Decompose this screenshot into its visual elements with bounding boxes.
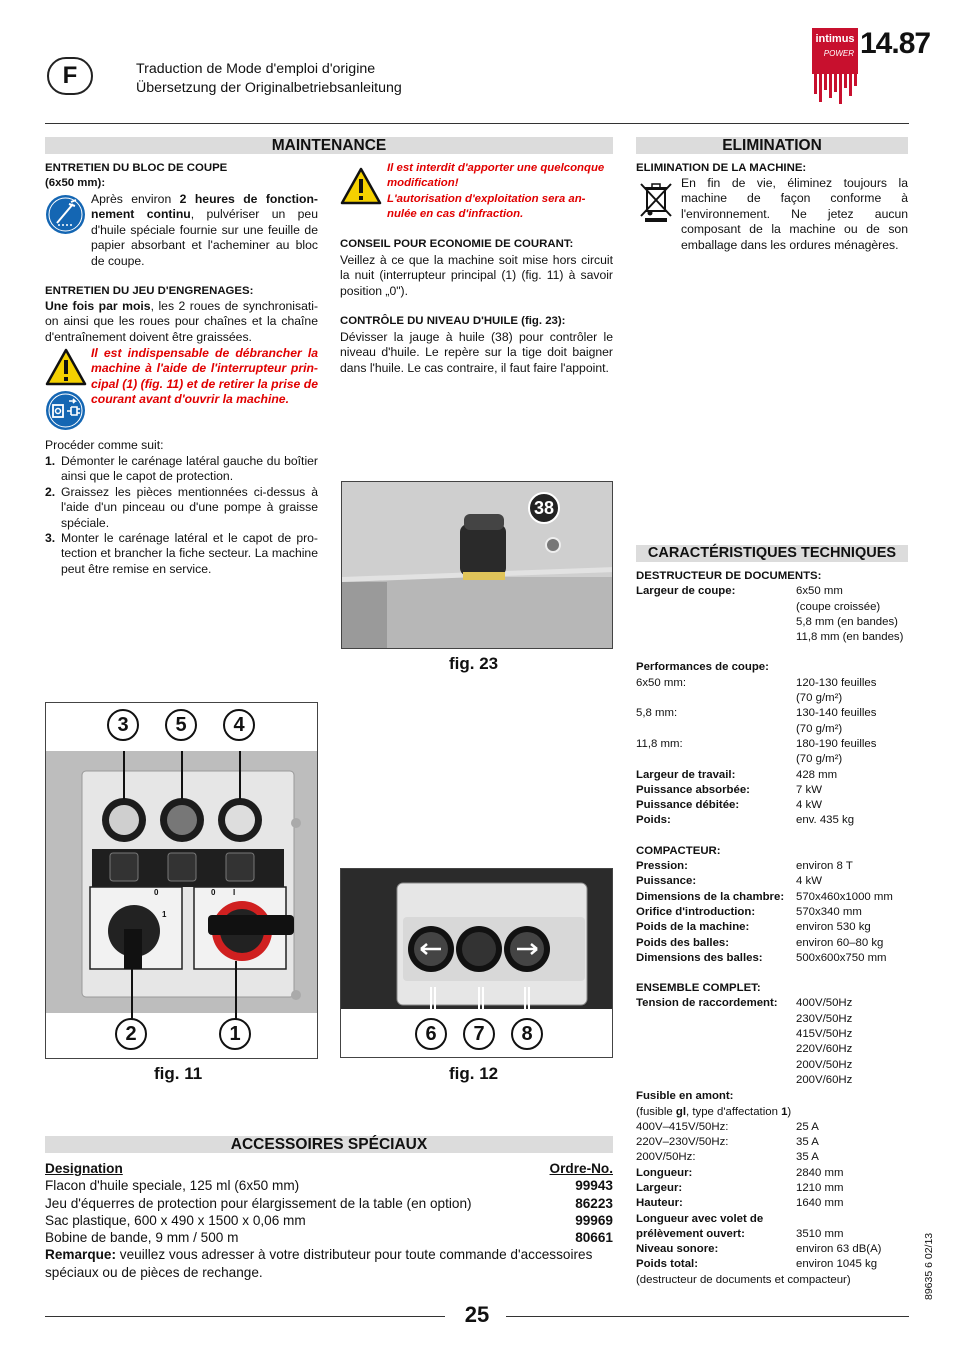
tech-value-line: (coupe croissée) — [796, 600, 881, 613]
footer-rule-right — [506, 1316, 909, 1317]
tech-row — [636, 859, 926, 874]
tech-key: 200V/50Hz: — [636, 1151, 696, 1164]
tech-key — [636, 645, 796, 660]
tech-key: Largeur: — [636, 1181, 683, 1194]
tech-row — [636, 890, 926, 905]
header-line-2: Übersetzung der Originalbetriebsanleitung — [136, 80, 402, 96]
tech-row — [636, 584, 926, 645]
tech-heading: CARACTÉRISTIQUES TECHNIQUES — [636, 545, 908, 562]
eco-title: CONSEIL POUR ECONOMIE DE COURANT: — [340, 238, 574, 250]
fig23-photo — [341, 481, 613, 649]
accessory-row — [45, 1212, 613, 1229]
tech-value: 1640 mm — [796, 1197, 844, 1210]
accessory-designation: Flacon d'huile speciale, 125 ml (6x50 mm) — [45, 1178, 300, 1194]
tech-value: 35 A — [796, 1151, 819, 1164]
tech-value-line: 4 kW — [796, 799, 822, 812]
tech-key: 220V–230V/50Hz: — [636, 1136, 729, 1149]
tech-value — [796, 737, 876, 768]
brand-sub: POWER — [823, 49, 854, 58]
model-number: 14.87 — [860, 27, 931, 60]
tech-row — [636, 905, 926, 920]
tech-value — [796, 676, 876, 707]
tech-rows-shredder — [636, 584, 926, 828]
elimination-heading: ELIMINATION — [636, 137, 908, 154]
tech-key: Hauteur: — [636, 1197, 683, 1210]
tech-key: Poids total: — [636, 1258, 699, 1271]
tech-row — [636, 706, 926, 737]
voltage-list — [796, 996, 852, 1088]
cut-title: ENTRETIEN DU BLOC DE COUPE — [45, 162, 228, 174]
language-badge: F — [47, 57, 93, 95]
voltage-value: 220V/60Hz — [796, 1043, 853, 1056]
tech-key: Puissance absorbée: — [636, 783, 750, 796]
header-divider — [45, 123, 909, 124]
callout-3: 3 — [107, 709, 139, 741]
tech-row — [636, 768, 926, 783]
tech-comp-heading: COMPACTEUR: — [636, 844, 721, 857]
tech-value: 3510 mm — [796, 1227, 844, 1240]
tech-value — [796, 783, 822, 798]
tech-key: Poids de la machine: — [636, 921, 750, 934]
warning-triangle-icon — [45, 348, 87, 386]
accessory-row — [45, 1177, 613, 1194]
warning-triangle-icon — [340, 167, 382, 205]
tech-row — [636, 920, 926, 935]
tech-value-line: 11,8 mm (en bandes) — [796, 631, 904, 644]
switch-left-0: 0 — [154, 888, 159, 897]
callout-2: 2 — [115, 1018, 147, 1050]
callout-8: 8 — [511, 1018, 543, 1050]
procedure-step: 2. Graissez les pièces mentionnées ci-dessus à l'aide d'un pinceau ou d'une pompe à graisse spéciale. — [45, 484, 318, 530]
crossed-bin-icon — [638, 180, 674, 222]
tech-row — [636, 1196, 926, 1211]
tech-value: 2840 mm — [796, 1166, 844, 1179]
unplug-icon — [45, 390, 86, 431]
switch-left-1: 1 — [162, 910, 167, 919]
callout-4: 4 — [223, 709, 255, 741]
voltage-value: 200V/60Hz — [796, 1073, 853, 1086]
tech-voltage: Tension de raccordement: 400V/50Hz 230V/50Hz 415V/50Hz 220V/60Hz 200V/50Hz 200V/60Hz — [636, 996, 926, 1088]
fig23-caption: fig. 23 — [449, 654, 499, 673]
oil-text: Dévisser la jauge à huile (38) pour contrôler le niveau d'huile. Le repère sur la tige doit baigner dans l'huile. Le cas contraire, il faut faire l'appoint. — [340, 330, 613, 375]
accessory-designation: Jeu d'équerres de protection pour élargissement de la table (en option) — [45, 1195, 472, 1211]
tech-value: 570x460x1000 mm — [796, 890, 893, 903]
tech-value: environ 530 kg — [796, 921, 871, 934]
tech-value-line: 180-190 feuilles — [796, 737, 877, 750]
tech-key: Orifice d'introduction: — [636, 905, 756, 918]
tech-value-line: 428 mm — [796, 768, 838, 781]
oil-dipstick-photo — [342, 482, 613, 649]
accessories-table — [45, 1160, 613, 1281]
gear-paragraph: Une fois par mois, les 2 roues de synchronisati-on ainsi que les roues pour chaînes et la chaîne d'entraînement doivent être graissées. — [45, 299, 318, 344]
cut-block-section — [45, 161, 318, 192]
tech-row — [636, 951, 926, 966]
tech-key: Poids des balles: — [636, 936, 730, 949]
tech-value-line: (70 g/m²) — [796, 753, 843, 766]
footer-rule-left — [45, 1316, 445, 1317]
tech-row — [636, 1212, 926, 1227]
tech-key: Poids: — [636, 814, 671, 827]
tech-rows-complete — [636, 1120, 926, 1273]
tech-row — [636, 737, 926, 768]
tech-row — [636, 1150, 926, 1165]
accessory-designation: Bobine de bande, 9 mm / 500 m — [45, 1230, 239, 1246]
unplug-warning: Il est indispensable de débrancher la machine à l'aide de l'interrupteur prin-cipal (1) (fig. 11) et de retirer la prise de courant avant d'ouvrir la machine. — [91, 346, 318, 407]
tech-key: prélèvement ouvert: — [636, 1227, 745, 1240]
tech-key: Largeur de travail: — [636, 768, 736, 781]
tech-key: Pression: — [636, 860, 688, 873]
tech-value: 25 A — [796, 1120, 819, 1133]
control-panel-photo — [46, 703, 318, 1059]
maintenance-heading: MAINTENANCE — [45, 137, 613, 154]
tech-key: Longueur avec volet de — [636, 1212, 764, 1225]
callout-38: 38 — [528, 492, 560, 524]
tech-key: Largeur de coupe: — [636, 585, 736, 598]
eco-text: Veillez à ce que la machine soit mise hors circuit la nuit (interrupteur principal (1) (fig. 11) à savoir position „0"). — [340, 253, 613, 298]
tech-value — [796, 768, 837, 783]
tech-specs — [636, 569, 926, 1288]
tech-row — [636, 783, 926, 798]
tech-row — [636, 1120, 926, 1135]
accessory-row — [45, 1195, 613, 1212]
tech-value: 4 kW — [796, 875, 822, 888]
tech-key: 400V–415V/50Hz: — [636, 1120, 729, 1133]
tech-row — [636, 1242, 926, 1257]
tech-row — [636, 874, 926, 889]
procedure-step: 3. Monter le carénage latéral et le capot de pro-tection et brancher la fiche secteur. La machine peut être remise en service. — [45, 531, 318, 576]
accessory-order-no: 80661 — [575, 1230, 613, 1246]
tech-row — [636, 676, 926, 707]
tech-row — [636, 798, 926, 813]
accessories-heading: ACCESSOIRES SPÉCIAUX — [45, 1136, 613, 1153]
tech-value-line: env. 435 kg — [796, 814, 855, 827]
tech-row — [636, 1166, 926, 1181]
tech-ens-heading: ENSEMBLE COMPLET: — [636, 982, 761, 995]
cut-subtitle: (6x50 mm): — [45, 177, 106, 190]
tech-value — [796, 798, 822, 813]
tech-row — [636, 936, 926, 951]
tech-key: 5,8 mm: — [636, 707, 678, 720]
tech-value-line: 7 kW — [796, 783, 822, 796]
tech-value: 570x340 mm — [796, 905, 862, 918]
callout-6: 6 — [415, 1018, 447, 1050]
voltage-value: 200V/50Hz — [796, 1058, 853, 1071]
tech-value-line: 130-140 feuilles — [796, 707, 877, 720]
accessory-row — [45, 1229, 613, 1246]
tech-key: 11,8 mm: — [636, 737, 683, 750]
tech-value-line: 6x50 mm — [796, 585, 843, 598]
tech-value: environ 60–80 kg — [796, 936, 884, 949]
accessory-designation: Sac plastique, 600 x 490 x 1500 x 0,06 mm — [45, 1212, 306, 1228]
tech-key: Puissance: — [636, 875, 697, 888]
brand-name: intimus — [815, 33, 855, 45]
cut-paragraph: Après environ 2 heures de fonction-nement continu, pulvériser un peu d'huile spéciale fournie sur une feuille de papier absorbant et l'acheminer au bloc de coupe. — [91, 192, 318, 268]
elimination-subtitle: ELIMINATION DE LA MACHINE: — [636, 162, 807, 174]
elimination-text: En fin de vie, éliminez toujours la machine de façon conforme à l'environnement. Ne jetez aucun composant de la machine ou de son emballage dans les ordures ménagères. — [681, 176, 908, 252]
tech-value: 35 A — [796, 1136, 819, 1149]
tech-row — [636, 660, 926, 675]
callout-7: 7 — [463, 1018, 495, 1050]
tech-value: environ 8 T — [796, 860, 853, 873]
page-number: 25 — [464, 1302, 490, 1327]
procedure-step: 1. Démonter le carénage latéral gauche du boîtier ainsi que le capot de protection. — [45, 454, 318, 484]
tech-value: environ 63 dB(A) — [796, 1243, 882, 1256]
spray-oil-icon — [45, 194, 86, 235]
tech-row — [636, 1227, 926, 1242]
tech-value: environ 1045 kg — [796, 1258, 878, 1271]
accessory-order-no: 86223 — [575, 1195, 613, 1211]
accessories-remark: Remarque: veuillez vous adresser à votre distributeur pour toute commande d'accessoires spéciaux ou de pièces de rechange. — [45, 1247, 593, 1280]
gear-title: ENTRETIEN DU JEU D'ENGRENAGES: — [45, 285, 254, 297]
tech-value — [796, 706, 876, 737]
accessory-order-no: 99943 — [575, 1178, 613, 1194]
header-subtitle — [136, 60, 402, 98]
accessories-header-row: Designation Ordre-No. — [45, 1161, 613, 1176]
tech-key: Niveau sonore: — [636, 1243, 719, 1256]
tech-destr-heading: DESTRUCTEUR DE DOCUMENTS: — [636, 570, 822, 582]
tech-row — [636, 1135, 926, 1150]
tech-value-line: 5,8 mm (en bandes) — [796, 615, 898, 628]
tech-note: (destructeur de documents et compacteur) — [636, 1273, 851, 1286]
tech-value-line: (70 g/m²) — [796, 692, 843, 705]
tech-value — [796, 813, 854, 828]
fig11-panel — [45, 702, 318, 1059]
tech-value — [796, 584, 903, 645]
tech-row — [636, 645, 926, 660]
tech-fuse-heading: Fusible en amont: — [636, 1090, 734, 1103]
modification-warning: Il est interdit d'apporter une quelconque modification! L'autorisation d'exploitation sera an-nulée en cas d'infraction. — [387, 162, 605, 220]
tech-fuse-note: (fusible gl, type d'affectation 1) — [636, 1105, 792, 1118]
doc-number: 89635 6 02/13 — [923, 1232, 935, 1300]
tech-key: Dimensions des balles: — [636, 951, 763, 964]
tech-rows-compactor — [636, 859, 926, 966]
header-line-1: Traduction de Mode d'emploi d'origine — [136, 61, 376, 77]
accessories-items — [45, 1177, 613, 1246]
procedure-intro: Procéder comme suit: — [45, 438, 164, 452]
voltage-value: 230V/50Hz — [796, 1012, 853, 1025]
callout-5: 5 — [165, 709, 197, 741]
switch-right-0: 0 — [211, 888, 216, 897]
callout-1: 1 — [219, 1018, 251, 1050]
tech-key: Performances de coupe: — [636, 661, 769, 674]
tech-key: Longueur: — [636, 1166, 693, 1179]
tech-value-line: (70 g/m²) — [796, 722, 843, 735]
tech-value: 500x600x750 mm — [796, 951, 887, 964]
tech-key: Puissance débitée: — [636, 799, 740, 812]
brand-logo — [812, 28, 858, 106]
tech-row — [636, 1257, 926, 1272]
tech-value: 1210 mm — [796, 1181, 844, 1194]
tech-value-line: 120-130 feuilles — [796, 676, 877, 689]
tech-key: 6x50 mm: — [636, 676, 687, 689]
tech-row — [636, 813, 926, 828]
procedure-steps — [45, 454, 318, 577]
fig12-caption: fig. 12 — [449, 1064, 499, 1083]
fig11-caption: fig. 11 — [154, 1064, 203, 1083]
tech-key: Dimensions de la chambre: — [636, 890, 785, 903]
tech-row — [636, 1181, 926, 1196]
switch-right-1: I — [233, 888, 236, 897]
accessory-order-no: 99969 — [575, 1212, 613, 1228]
voltage-value: 415V/50Hz — [796, 1028, 853, 1041]
voltage-value: 400V/50Hz — [796, 997, 853, 1010]
oil-title: CONTRÔLE DU NIVEAU D'HUILE (fig. 23): — [340, 315, 566, 327]
